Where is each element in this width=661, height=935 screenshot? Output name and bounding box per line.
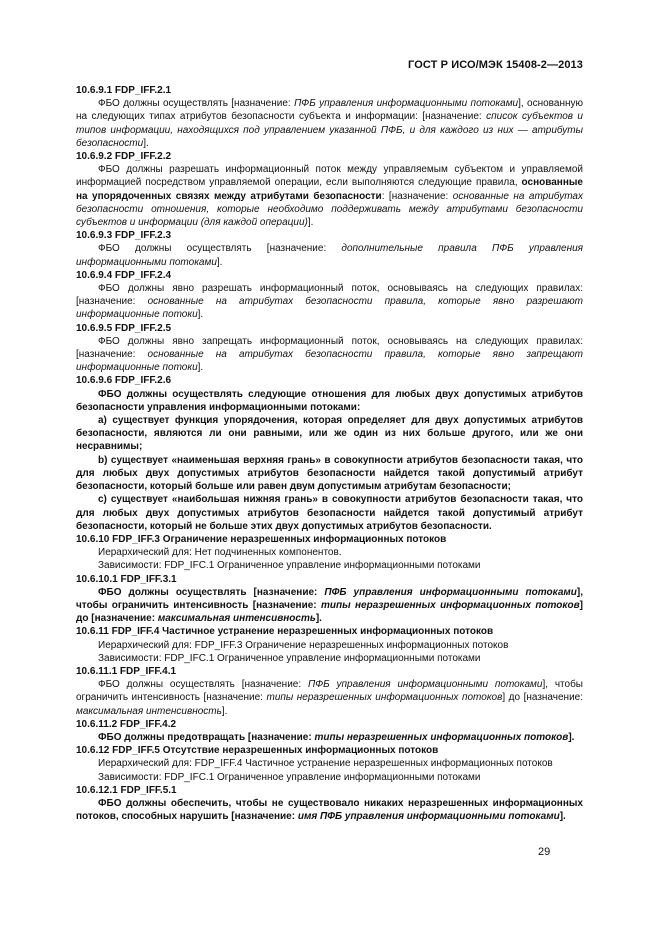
paragraph <box>76 335 583 375</box>
paragraph <box>76 546 583 559</box>
text-run: ]. <box>568 731 575 743</box>
text-run: Зависимости: FDP_IFC.1 Ограниченное управление информационными потоками <box>98 652 481 664</box>
paragraph <box>76 414 583 454</box>
section-heading: 10.6.9.4 FDP_IFF.2.4 <box>76 269 172 281</box>
text-run: ПФБ управления информационными потоками <box>324 586 577 598</box>
section-heading: 10.6.11 FDP_IFF.4 Частичное устранение неразрешенных информационных потоков <box>76 626 494 638</box>
text-run: ФБО должны осуществлять [назначение: <box>98 586 325 598</box>
paragraph <box>76 163 583 229</box>
text-run: ФБО должны явно разрешать информационный поток, основываясь на следующих правилах: [назначение: <box>76 283 583 308</box>
text-run: ФБО должны осуществлять [назначение: <box>98 243 342 255</box>
section-heading: 10.6.9.1 FDP_IFF.2.1 <box>76 85 172 96</box>
paragraph <box>76 771 583 784</box>
text-run: ]. <box>307 217 314 229</box>
text-run: основанные на атрибутах безопасности отношения, которые необходимо поддерживать между атрибутами безопасности субъектов и информации (для каждой операции) <box>76 190 583 229</box>
text-run: основанные на упорядоченных связях между атрибутами безопасности <box>76 177 583 202</box>
text-run: основанные на атрибутах безопасности правила, которые явно запрещают информационные потоки <box>76 349 584 374</box>
text-run: ]. <box>315 613 322 625</box>
section-heading: 10.6.9.3 FDP_IFF.2.3 <box>76 230 172 242</box>
text-run: Зависимости: FDP_IFC.1 Ограниченное управление информационными потоками <box>98 771 481 783</box>
text-run: основанные на атрибутах безопасности правила, которые явно разрешают информационные потоки <box>76 296 583 321</box>
text-run: ]. <box>559 811 566 823</box>
text-run: a) существует функция упорядочения, которая определяет для двух допустимых атрибутов безопасности, являются ли они равными, или же один из них больше другого, или же они несравнимы; <box>76 415 583 453</box>
section-heading: 10.6.9.2 FDP_IFF.2.2 <box>76 151 172 163</box>
paragraph <box>76 559 583 572</box>
paragraph <box>76 388 583 414</box>
paragraph <box>76 493 583 533</box>
text-run: ПФБ управления информационными потоками <box>307 679 543 691</box>
text-run: типы неразрешенных информационных потоков <box>321 599 580 611</box>
text-run: ], чтобы ограничить интенсивность [назначение: <box>76 679 583 704</box>
text-run: Иерархический для: FDP_IFF.3 Ограничение неразрешенных информационных потоков <box>98 639 509 651</box>
paragraph <box>76 652 583 665</box>
document-body <box>76 84 583 823</box>
text-run: ФБО должны предотвращать [назначение: <box>98 731 315 743</box>
text-run: ], чтобы ограничить интенсивность [назначение: <box>76 586 584 611</box>
paragraph <box>76 97 583 150</box>
standard-header: ГОСТ Р ИСО/МЭК 15408-2—2013 <box>408 59 583 71</box>
text-run: типы неразрешенных информационных потоков <box>266 692 503 704</box>
text-run: ]. <box>197 309 204 321</box>
text-run: дополнительные правила ПФБ управления информационными потоками <box>76 243 583 268</box>
paragraph <box>76 454 583 494</box>
text-run: ФБО должны осуществлять [назначение: <box>98 98 295 110</box>
paragraph <box>76 797 583 823</box>
text-run: ФБО должны осуществлять следующие отношения для любых двух допустимых атрибутов безопасности управления информационными потоками: <box>76 388 583 413</box>
text-run: : [назначение: <box>381 190 453 202</box>
paragraph <box>76 282 583 322</box>
text-run: ]. <box>143 137 149 149</box>
section-heading: 10.6.10.1 FDP_IFF.3.1 <box>76 573 177 585</box>
text-run: Иерархический для: FDP_IFF.4 Частичное устранение неразрешенных информационных потоков <box>98 758 553 770</box>
paragraph <box>76 586 583 626</box>
text-run: ФБО должны разрешать информационный поток между управляемым субъектом и управляемой информацией посредством управляемой операции, если выполняются следующие правила, <box>76 164 583 189</box>
text-run: список субъектов и типов информации, находящихся под управлением указанной ПФБ, и для каждого из них — атрибуты безопасности <box>76 111 583 149</box>
paragraph <box>76 731 583 744</box>
text-run: ], основанную на следующих типах атрибутов безопасности субъекта и информации: [назначение: <box>76 98 583 123</box>
paragraph <box>76 242 583 268</box>
text-run: Иерархический для: Нет подчиненных компонентов. <box>98 547 342 559</box>
paragraph <box>76 678 583 718</box>
text-run: максимальная интенсивность <box>157 613 316 625</box>
text-run: ] до [назначение: <box>502 692 583 704</box>
section-heading: 10.6.12 FDP_IFF.5 Отсутствие неразрешенных информационных потоков <box>76 745 439 757</box>
text-run: ] до [назначение: <box>76 599 583 625</box>
paragraph <box>76 639 583 652</box>
page-number: 29 <box>538 846 551 858</box>
text-run: ФБО должны обеспечить, чтобы не существовало никаких неразрешенных информационных потоков, способных нарушить [назначение: <box>76 797 583 823</box>
text-run: ПФБ управления информационными потоками <box>294 98 519 110</box>
text-run: ФБО должны явно запрещать информационный поток, основываясь на следующих правилах: [назначение: <box>76 335 583 361</box>
text-run: ]. <box>216 256 223 268</box>
section-heading: 10.6.10 FDP_IFF.3 Ограничение неразрешенных информационных потоков <box>76 533 447 545</box>
text-run: типы неразрешенных информационных потоков <box>314 731 569 743</box>
text-run: ФБО должны осуществлять [назначение: <box>98 679 308 691</box>
text-run: Зависимости: FDP_IFC.1 Ограниченное управление информационными потоками <box>98 560 481 572</box>
section-heading: 10.6.11.2 FDP_IFF.4.2 <box>76 718 177 730</box>
text-run: ]. <box>197 362 204 374</box>
section-heading: 10.6.11.1 FDP_IFF.4.1 <box>76 665 177 677</box>
text-run: b) существует «наименьшая верхняя грань» в совокупности атрибутов безопасности такая, что для любых двух допустимых атрибутов безопасности найдется такой допустимый атрибут безопасности, который больше или равен двум допустимым атрибутам безопасности; <box>76 454 583 493</box>
paragraph <box>76 757 583 770</box>
text-run: c) существует «наибольшая нижняя грань» в совокупности атрибутов безопасности такая, что для любых двух допустимых атрибутов безопасности найдется такой допустимый атрибут безопасности, который не больше этих двух допустимых атрибутов безопасности. <box>76 494 583 532</box>
section-heading: 10.6.9.5 FDP_IFF.2.5 <box>76 322 172 334</box>
text-run: ]. <box>221 705 228 717</box>
section-heading: 10.6.9.6 FDP_IFF.2.6 <box>76 375 172 387</box>
section-heading: 10.6.12.1 FDP_IFF.5.1 <box>76 784 177 796</box>
text-run: имя ПФБ управления информационными потоками <box>297 811 560 823</box>
text-run: максимальная интенсивность <box>76 705 222 717</box>
